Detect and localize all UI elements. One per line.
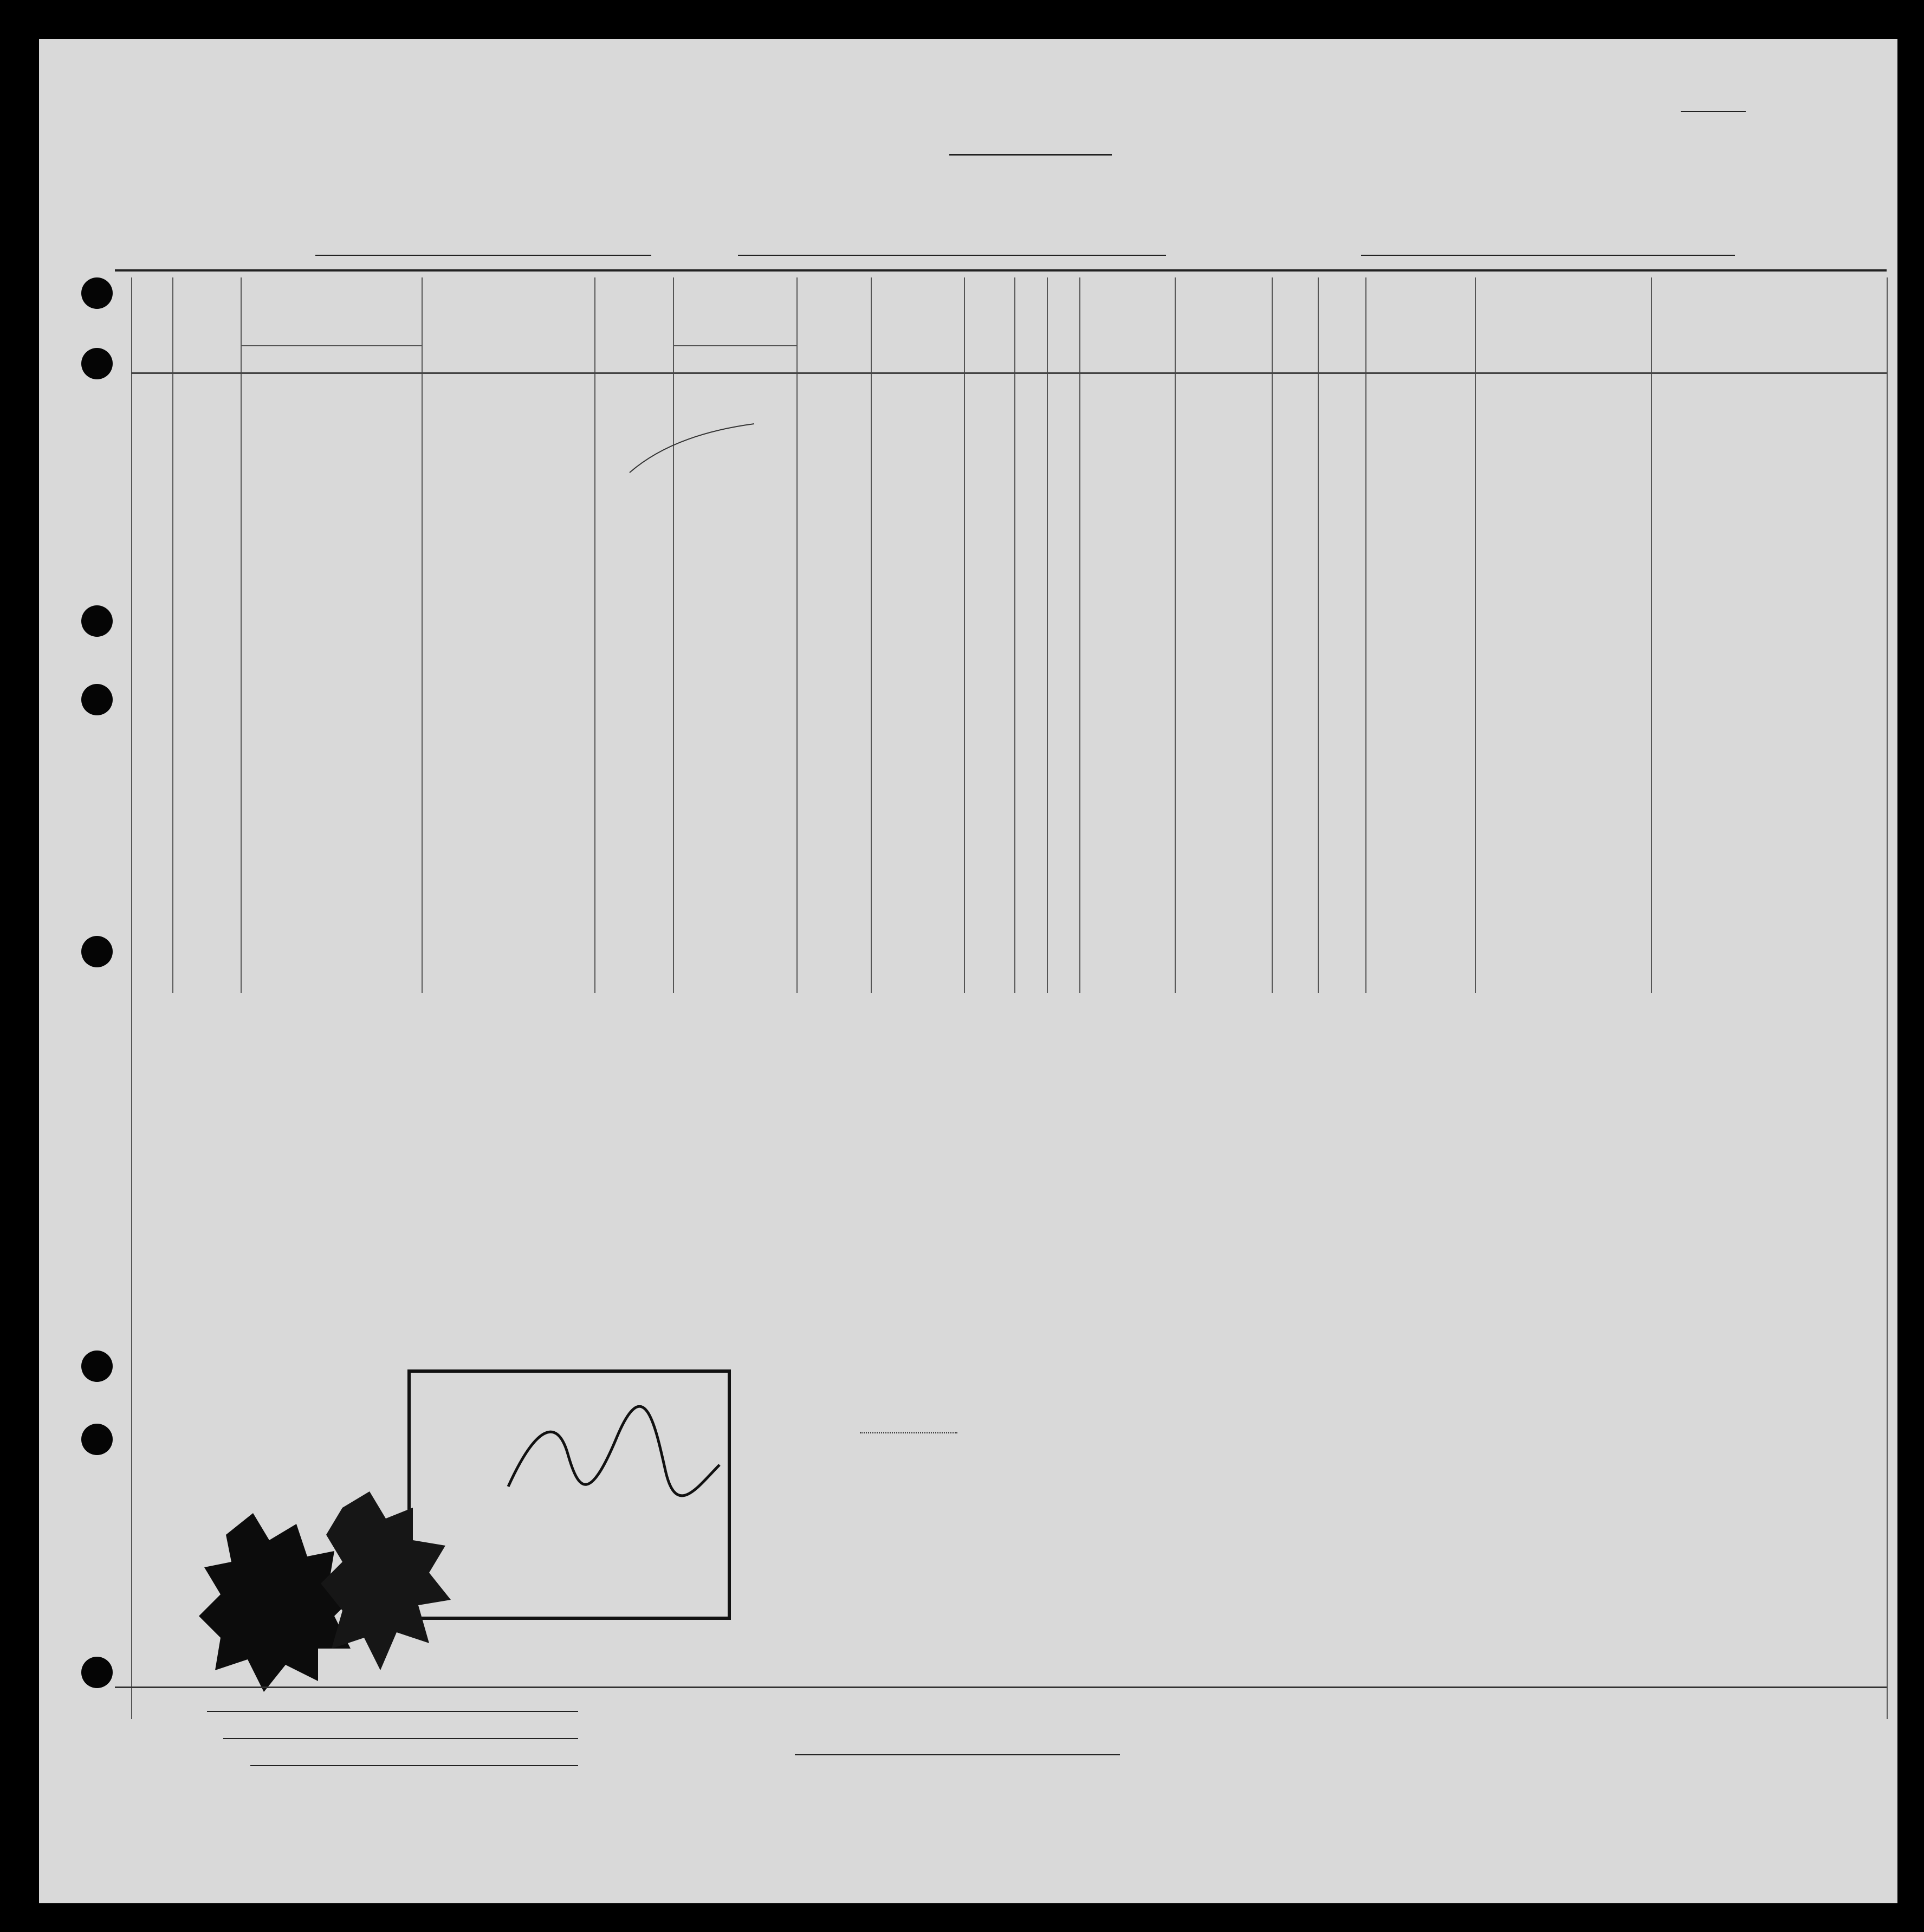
- col-rule: [1079, 277, 1080, 993]
- col-rule: [172, 277, 173, 993]
- punch-hole: [81, 277, 113, 309]
- header-bottom-rule: [131, 372, 1887, 374]
- footer-rule: [115, 1687, 1887, 1688]
- arriving-underline: [738, 255, 1166, 256]
- col-rule: [1651, 277, 1652, 993]
- col-rule: [964, 277, 965, 993]
- vessel-underline: [315, 255, 651, 256]
- consul-signature: [492, 1405, 725, 1508]
- remark-row1: [1557, 409, 1794, 434]
- inspector-underline: [795, 1754, 1120, 1755]
- col-rule: [1014, 277, 1015, 993]
- col-rule: [1887, 277, 1888, 1719]
- col-rule: [871, 277, 872, 993]
- punch-hole: [81, 684, 113, 715]
- punch-hole: [81, 936, 113, 967]
- col-rule: [796, 277, 798, 993]
- name-subrule: [241, 345, 422, 346]
- col-rule: [1272, 277, 1273, 993]
- col-rule: [1175, 277, 1176, 993]
- footer-line-underline: [207, 1711, 578, 1712]
- fee-seal-2: [321, 1486, 462, 1692]
- punch-hole: [81, 1424, 113, 1455]
- punch-hole: [81, 348, 113, 379]
- footer-owners-underline: [223, 1738, 578, 1739]
- sheet-no-value: [1681, 111, 1746, 112]
- sheet-number: [1681, 100, 1746, 116]
- col-rule: [673, 277, 674, 993]
- tally-marks: [624, 413, 765, 483]
- punch-hole: [81, 605, 113, 637]
- col-rule: [1475, 277, 1476, 993]
- footer-agents-underline: [250, 1765, 578, 1766]
- title-underline: [949, 154, 1112, 156]
- closing-count: [860, 1432, 957, 1433]
- col-rule: [422, 277, 423, 993]
- col-rule: [1047, 277, 1048, 993]
- col-rule: [1318, 277, 1319, 993]
- col-rule: [1365, 277, 1366, 993]
- manifest-sheet: [39, 39, 1897, 1903]
- closing-line: [860, 1413, 957, 1439]
- col-rule: [241, 277, 242, 993]
- punch-hole: [81, 1657, 113, 1688]
- shipped-subrule: [673, 345, 796, 346]
- col-rule: [594, 277, 595, 993]
- from-port-underline: [1361, 255, 1735, 256]
- top-rule: [115, 269, 1887, 272]
- punch-hole: [81, 1351, 113, 1382]
- col-rule: [131, 277, 132, 1719]
